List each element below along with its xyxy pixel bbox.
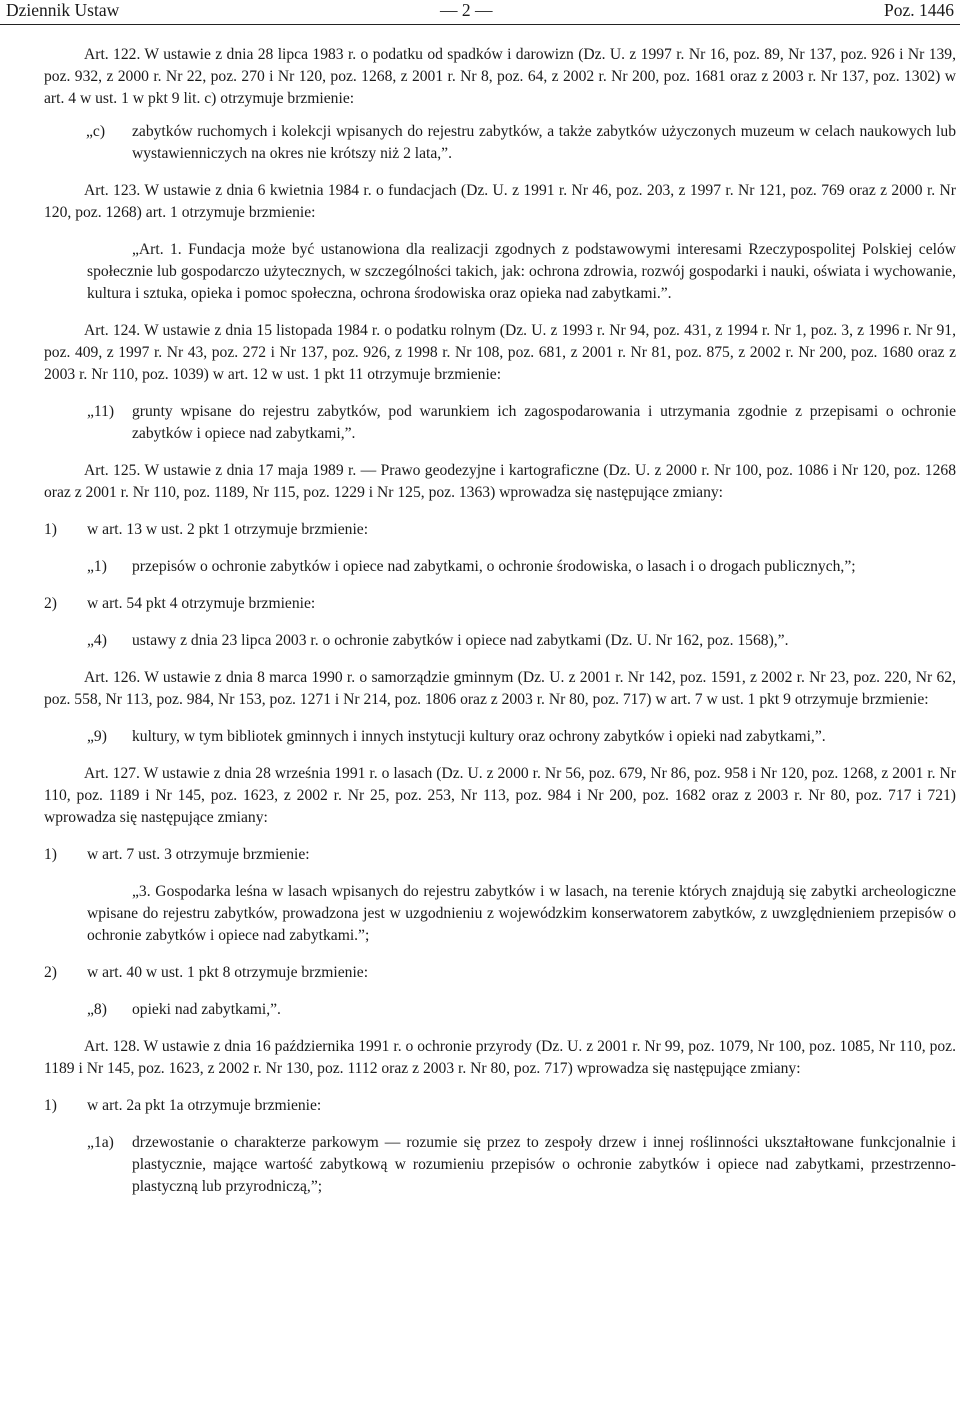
point-number: 1) [44, 846, 57, 863]
quote-text: zabytków ruchomych i kolekcji wpisanych do rejestru zabytków, a także zabytków użyczonych muzeum w celach naukowych lub wystawienniczych na okres nie krótszy niż 2 lata,”. [132, 123, 956, 162]
art-124-intro: Art. 124. W ustawie z dnia 15 listopada 1984 r. o podatku rolnym (Dz. U. z 1993 r. Nr 94, poz. 431, z 1994 r. Nr 1, poz. 3, z 1996 r. Nr 91, poz. 409, z 1997 r. Nr 43, poz. 272 i Nr 137, poz. 926, z 1998 r. Nr 108, poz. 681, z 2001 r. Nr 81, poz. 875, z 2002 r. Nr 200, poz. 1680 oraz z 2003 r. Nr 110, poz. 1039) w art. 12 w ust. 1 pkt 11 otrzymuje brzmienie: [44, 322, 956, 383]
point-number: 2) [44, 595, 57, 612]
page-number: — 2 — [440, 0, 493, 20]
quote-label: „1) [87, 558, 107, 575]
art-125-point-1 [44, 519, 956, 541]
art-128-quote-1 [44, 1132, 956, 1198]
quote-text: grunty wpisane do rejestru zabytków, pod warunkiem ich zagospodarowania i utrzymania zgodnie z przepisami o ochronie zabytków i opiece nad zabytkami,”. [132, 403, 956, 442]
quote-label: „9) [87, 728, 107, 745]
art-128-intro: Art. 128. W ustawie z dnia 16 października 1991 r. o ochronie przyrody (Dz. U. z 2001 r. Nr 99, poz. 1079, Nr 100, poz. 1085, Nr 110, poz. 1189 i Nr 145, poz. 1623, z 2002 r. Nr 130, poz. 1112 oraz z 2003 r. Nr 80, poz. 717) wprowadza się następujące zmiany: [44, 1038, 956, 1077]
quote-text: ustawy z dnia 23 lipca 2003 r. o ochronie zabytków i opiece nad zabytkami (Dz. U. Nr 162, poz. 1568),”. [132, 632, 789, 649]
art-127-point-1 [44, 844, 956, 866]
art-126-intro: Art. 126. W ustawie z dnia 8 marca 1990 r. o samorządzie gminnym (Dz. U. z 2001 r. Nr 142, poz. 1591, z 2002 r. Nr 23, poz. 220, Nr 62, poz. 558, Nr 113, poz. 984, Nr 153, poz. 1271 i Nr 214, poz. 1806 oraz z 2003 r. Nr 80, poz. 717) w art. 7 w ust. 1 pkt 9 otrzymuje brzmienie: [44, 669, 956, 708]
quote-label: „4) [87, 632, 107, 649]
position-number: Poz. 1446 [884, 0, 954, 20]
art-123-quote: „Art. 1. Fundacja może być ustanowiona dla realizacji zgodnych z podstawowymi interesami Rzeczypospolitej Polskiej celów społecznie lub gospodarczo użytecznych, w szczególności takich, jak: ochrona zdrowia, rozwój gospodarki i nauki, oświata i wychowanie, kultura i sztuka, opieka i pomoc społeczna, ochrona środowiska oraz opieka nad zabytkami.”. [87, 241, 956, 302]
quote-text: przepisów o ochronie zabytków i opiece nad zabytkami, o ochronie środowiska, o lasach i o drogach publicznych,”; [132, 558, 856, 575]
art-125-quote-2 [44, 630, 956, 652]
art-122-intro: Art. 122. W ustawie z dnia 28 lipca 1983 r. o podatku od spadków i darowizn (Dz. U. z 1997 r. Nr 16, poz. 89, Nr 137, poz. 926 i Nr 139, poz. 932, z 2000 r. Nr 22, poz. 270 i Nr 120, poz. 1268, z 2001 r. Nr 8, poz. 64, z 2002 r. Nr 200, poz. 1681 oraz z 2003 r. Nr 137, poz. 1302) w art. 4 w ust. 1 w pkt 9 lit. c) otrzymuje brzmienie: [44, 46, 956, 107]
quote-text: opieki nad zabytkami,”. [132, 1001, 281, 1018]
point-text: w art. 54 pkt 4 otrzymuje brzmienie: [87, 595, 316, 612]
journal-title: Dziennik Ustaw [6, 0, 120, 20]
art-127-quote-2 [44, 999, 956, 1021]
page-header [0, 0, 960, 25]
art-124-quote [44, 401, 956, 445]
point-text: w art. 2a pkt 1a otrzymuje brzmienie: [87, 1097, 322, 1114]
art-127-quote-1: „3. Gospodarka leśna w lasach wpisanych do rejestru zabytków i w lasach, na terenie których znajdują się zabytki archeologiczne wpisane do rejestru zabytków, prowadzona jest w uzgodnieniu z wojewódzkim konserwatorem zabytków, z uwzględnieniem przepisów o ochronie zabytków i opiece nad zabytkami.”; [87, 883, 956, 944]
point-number: 1) [44, 1097, 57, 1114]
art-127-intro: Art. 127. W ustawie z dnia 28 września 1991 r. o lasach (Dz. U. z 2000 r. Nr 56, poz. 679, Nr 86, poz. 958 i Nr 120, poz. 1268, z 2001 r. Nr 110, poz. 1189 i Nr 145, poz. 1623, z 2002 r. Nr 25, poz. 253, Nr 113, poz. 984 i Nr 200, poz. 1682 oraz z 2003 r. Nr 80, poz. 717 i 721) wprowadza się następujące zmiany: [44, 765, 956, 826]
point-text: w art. 7 ust. 3 otrzymuje brzmienie: [87, 846, 310, 863]
quote-text: kultury, w tym bibliotek gminnych i innych instytucji kultury oraz ochrony zabytków i opieki nad zabytkami,”. [132, 728, 826, 745]
point-text: w art. 40 w ust. 1 pkt 8 otrzymuje brzmienie: [87, 964, 369, 981]
art-128-point-1 [44, 1095, 956, 1117]
quote-label: „11) [87, 403, 115, 420]
art-122-quote [44, 121, 956, 165]
quote-label: „c) [86, 123, 106, 140]
art-126-quote [44, 726, 956, 748]
document-body [44, 44, 956, 1198]
quote-label: „1a) [87, 1134, 114, 1151]
point-number: 2) [44, 964, 57, 981]
art-125-quote-1 [44, 556, 956, 578]
art-127-point-2 [44, 962, 956, 984]
art-125-point-2 [44, 593, 956, 615]
art-123-intro: Art. 123. W ustawie z dnia 6 kwietnia 1984 r. o fundacjach (Dz. U. z 1991 r. Nr 46, poz. 203, z 1997 r. Nr 121, poz. 769 oraz z 2000 r. Nr 120, poz. 1268) art. 1 otrzymuje brzmienie: [44, 182, 956, 221]
point-text: w art. 13 w ust. 2 pkt 1 otrzymuje brzmienie: [87, 521, 369, 538]
art-125-intro: Art. 125. W ustawie z dnia 17 maja 1989 r. — Prawo geodezyjne i kartograficzne (Dz. U. z 2000 r. Nr 100, poz. 1086 i Nr 120, poz. 1268 oraz z 2001 r. Nr 110, poz. 1189, Nr 115, poz. 1229 i Nr 125, poz. 1363) wprowadza się następujące zmiany: [44, 462, 956, 501]
quote-label: „8) [87, 1001, 107, 1018]
quote-text: drzewostanie o charakterze parkowym — rozumie się przez to zespoły drzew i innej roślinności ukształtowane funkcjonalnie i plastycznie, mające wartość zabytkową w rozumieniu przepisów o ochronie zabytków i opiece nad zabytkami, przestrzenno-plastyczną lub przyrodniczą,”; [132, 1134, 956, 1195]
point-number: 1) [44, 521, 57, 538]
